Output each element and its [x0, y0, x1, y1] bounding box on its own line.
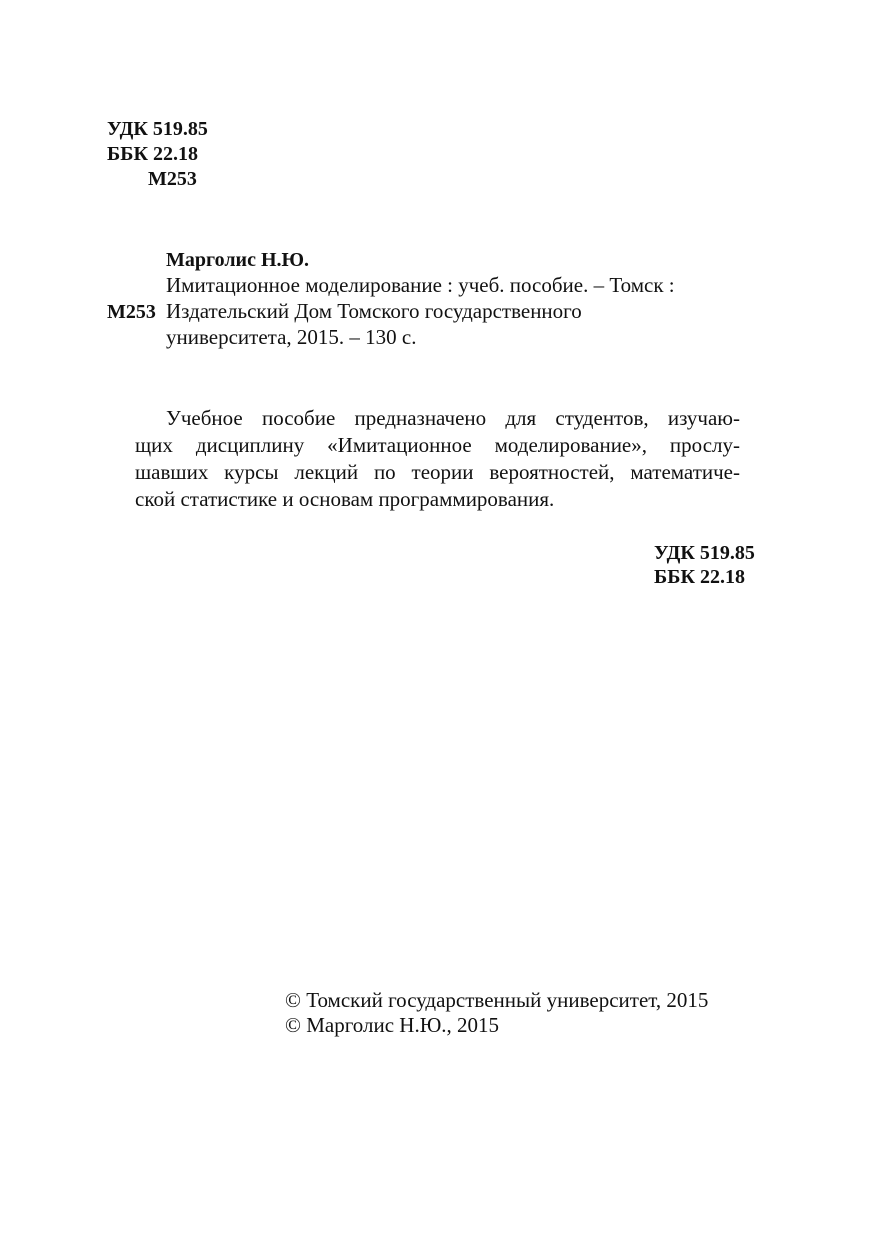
abstract-line: щих дисциплину «Имитационное моделирование», прослу- — [135, 433, 740, 457]
udk-code-bottom: УДК 519.85 — [654, 542, 755, 564]
bbk-code-top: ББК 22.18 — [107, 143, 198, 165]
copyright-author: © Марголис Н.Ю., 2015 — [285, 1013, 500, 1037]
bbk-code-bottom: ББК 22.18 — [654, 566, 745, 588]
copyright-university: © Томский государственный университет, 2015 — [285, 988, 709, 1012]
author-sign-entry: М253 — [107, 301, 156, 323]
bibliography-line-3: университета, 2015. – 130 с. — [166, 325, 417, 349]
abstract-line: шавших курсы лекций по теории вероятностей, математиче- — [135, 460, 740, 484]
author-sign-top: М253 — [148, 168, 197, 190]
abstract-line: ской статистике и основам программирования. — [135, 487, 555, 511]
bibliography-line-1: Имитационное моделирование : учеб. пособие. – Томск : — [166, 273, 675, 297]
bibliography-line-2: Издательский Дом Томского государственного — [166, 299, 582, 323]
author-name: Марголис Н.Ю. — [166, 249, 310, 271]
udk-code-top: УДК 519.85 — [107, 118, 208, 140]
abstract-line: Учебное пособие предназначено для студентов, изучаю- — [166, 406, 740, 430]
